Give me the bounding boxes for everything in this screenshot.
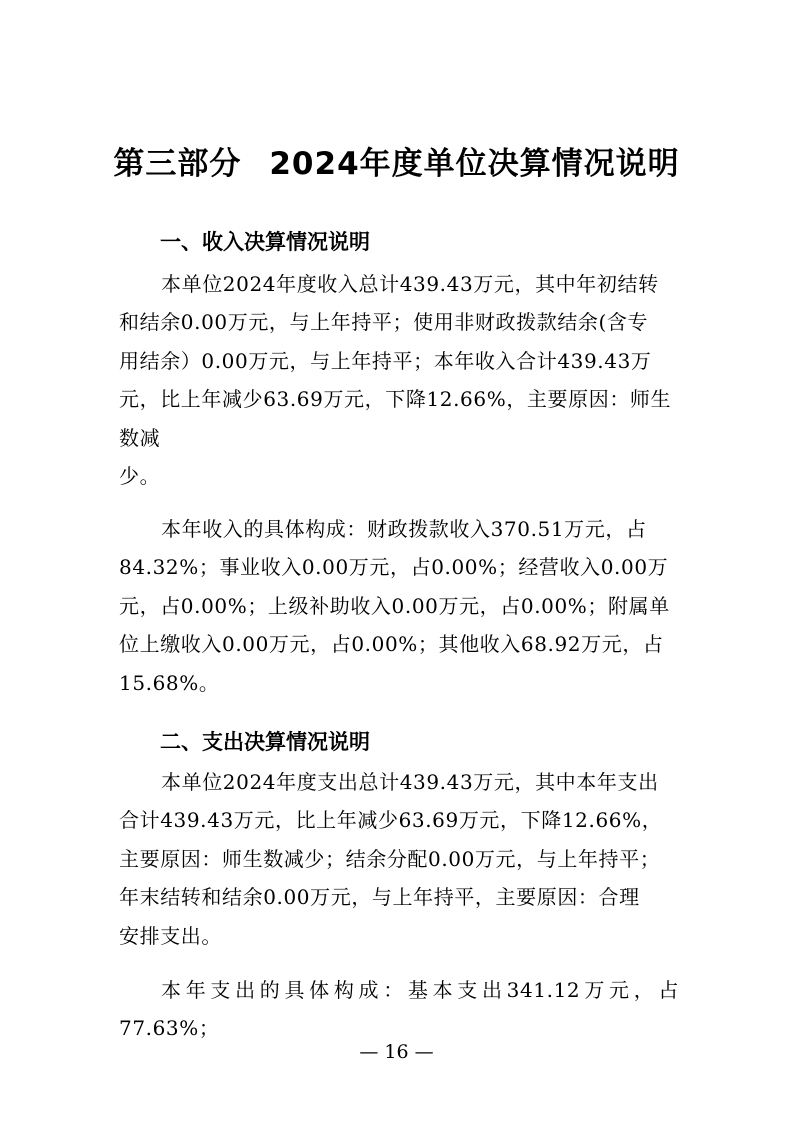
text-line: 本年收入的具体构成：财政拨款收入370.51万元，占: [161, 517, 647, 541]
expenditure-summary-paragraph: [119, 763, 679, 955]
income-summary-paragraph: [119, 265, 679, 495]
title-text: 2024年度单位决算情况说明: [269, 146, 680, 182]
text-line: 元，占0.00%；上级补助收入0.00万元，占0.00%；附属单: [119, 593, 670, 618]
text-line: 本年支出的具体构成：基本支出341.12万元，占77.63%；: [119, 978, 679, 1041]
page-title: [0, 138, 793, 183]
text-line: 主要原因：师生数减少；结余分配0.00万元，与上年持平；: [119, 846, 661, 871]
page-number: — 16 —: [359, 1041, 434, 1063]
text-line: 位上缴收入0.00万元，占0.00%；其他收入68.92万元，占: [119, 632, 664, 657]
text-line: 合计439.43万元，比上年减少63.69万元，下降12.66%，: [119, 808, 663, 833]
text-line: 和结余0.00万元，与上年持平；使用非财政拨款结余(含专: [119, 310, 649, 335]
text-line: 本单位2024年度收入总计439.43万元，其中年初结转: [161, 272, 659, 296]
text-line: 少。: [119, 464, 161, 489]
text-line: 15.68%。: [119, 670, 220, 695]
text-line: 元，比上年减少63.69万元，下降12.66%，主要原因：师生: [119, 387, 672, 412]
text-line: 本单位2024年度支出总计439.43万元，其中本年支出: [161, 770, 659, 794]
section-heading-income: 一、收入决算情况说明: [160, 230, 370, 254]
section-heading-expenditure: 二、支出决算情况说明: [160, 730, 370, 754]
text-line: 数减: [119, 425, 161, 450]
text-line: 84.32%；事业收入0.00万元，占0.00%；经营收入0.00万: [119, 555, 669, 580]
text-line: 安排支出。: [119, 923, 222, 948]
income-composition-paragraph: [119, 510, 679, 702]
expenditure-composition-paragraph: [119, 971, 679, 1048]
text-line: 用结余）0.00万元，与上年持平；本年收入合计439.43万: [119, 348, 652, 373]
title-part: 第三部分: [113, 146, 242, 182]
text-line: 年末结转和结余0.00万元，与上年持平，主要原因：合理: [119, 885, 640, 910]
